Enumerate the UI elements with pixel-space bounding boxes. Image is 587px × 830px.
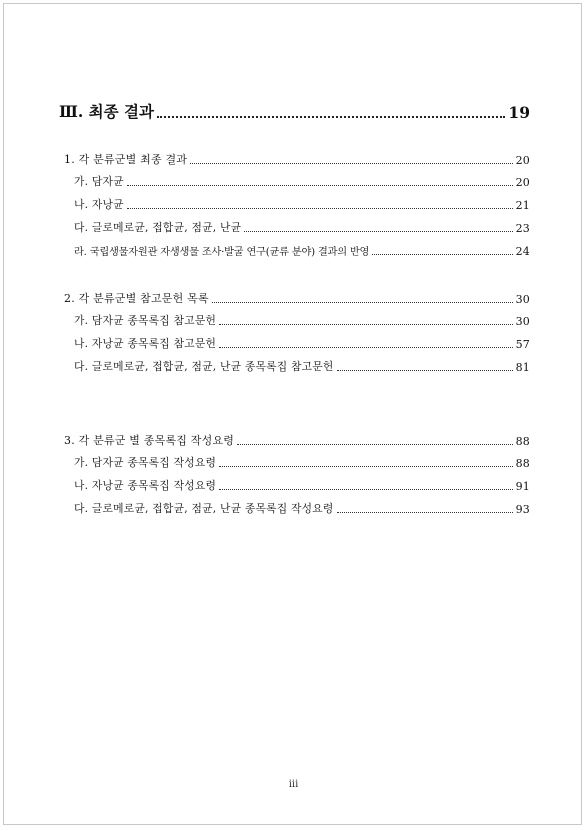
toc-section-3[interactable]: [64, 432, 530, 448]
section-page-number: 88: [515, 435, 530, 448]
dot-leader: [219, 323, 513, 325]
dot-leader: [219, 346, 513, 348]
dot-leader: [372, 253, 512, 255]
item-page-number: 88: [515, 457, 530, 470]
chapter-page-number: 19: [508, 103, 530, 122]
section-page-number: 30: [515, 293, 530, 306]
item-title: 가. 담자균 종목록집 참고문헌: [74, 314, 217, 327]
dot-leader: [127, 184, 513, 186]
toc-item-3-1[interactable]: [74, 455, 530, 470]
toc-section-2[interactable]: [64, 290, 530, 306]
toc-item-3-2[interactable]: [74, 478, 530, 493]
dot-leader: [219, 465, 513, 467]
page-footer-number: iii: [288, 779, 299, 790]
item-page-number: 20: [515, 176, 530, 189]
dot-leader: [212, 301, 513, 303]
dot-leader: [244, 230, 512, 232]
item-page-number: 81: [515, 361, 530, 374]
item-page-number: 23: [515, 222, 530, 235]
toc-item-1-1[interactable]: [74, 174, 530, 189]
toc-item-3-3[interactable]: [74, 501, 530, 516]
item-title: 라. 국립생물자원관 자생생물 조사·발굴 연구(균류 분야) 결과의 반영: [74, 247, 370, 258]
dot-leader: [219, 488, 513, 490]
toc-item-2-3[interactable]: [74, 359, 530, 374]
item-title: 다. 글로메로균, 접합균, 점균, 난균: [74, 221, 242, 234]
page-border: [3, 3, 582, 825]
item-title: 다. 글로메로균, 접합균, 점균, 난균 종목록집 참고문헌: [74, 360, 334, 373]
section-title: 3. 각 분류군 별 종목록집 작성요령: [64, 434, 235, 447]
section-title: 1. 각 분류군별 최종 결과: [64, 153, 188, 166]
item-title: 나. 자낭균 종목록집 참고문헌: [74, 337, 217, 350]
dot-leader: [337, 511, 513, 513]
dot-leader: [157, 115, 505, 118]
section-page-number: 20: [515, 154, 530, 167]
item-page-number: 57: [515, 338, 530, 351]
item-page-number: 91: [515, 480, 530, 493]
toc-section-1[interactable]: [64, 151, 530, 167]
toc-item-2-1[interactable]: [74, 313, 530, 328]
toc-item-1-3[interactable]: [74, 220, 530, 235]
item-title: 나. 자낭균 종목록집 작성요령: [74, 479, 217, 492]
item-title: 다. 글로메로균, 접합균, 점균, 난균 종목록집 작성요령: [74, 502, 334, 515]
item-page-number: 93: [515, 503, 530, 516]
item-title: 나. 자낭균: [74, 198, 124, 211]
dot-leader: [127, 207, 513, 209]
dot-leader: [337, 369, 513, 371]
item-page-number: 21: [515, 199, 530, 212]
toc-item-1-4[interactable]: [74, 243, 530, 258]
item-page-number: 24: [515, 245, 530, 258]
chapter-title: Ⅲ. 최종 결과: [59, 102, 154, 121]
toc-item-2-2[interactable]: [74, 336, 530, 351]
dot-leader: [190, 162, 512, 164]
section-title: 2. 각 분류군별 참고문헌 목록: [64, 292, 209, 305]
toc-chapter-heading[interactable]: [59, 100, 530, 122]
toc-item-1-2[interactable]: [74, 197, 530, 212]
dot-leader: [237, 443, 512, 445]
item-page-number: 30: [515, 315, 530, 328]
item-title: 가. 담자균: [74, 175, 124, 188]
item-title: 가. 담자균 종목록집 작성요령: [74, 456, 217, 469]
